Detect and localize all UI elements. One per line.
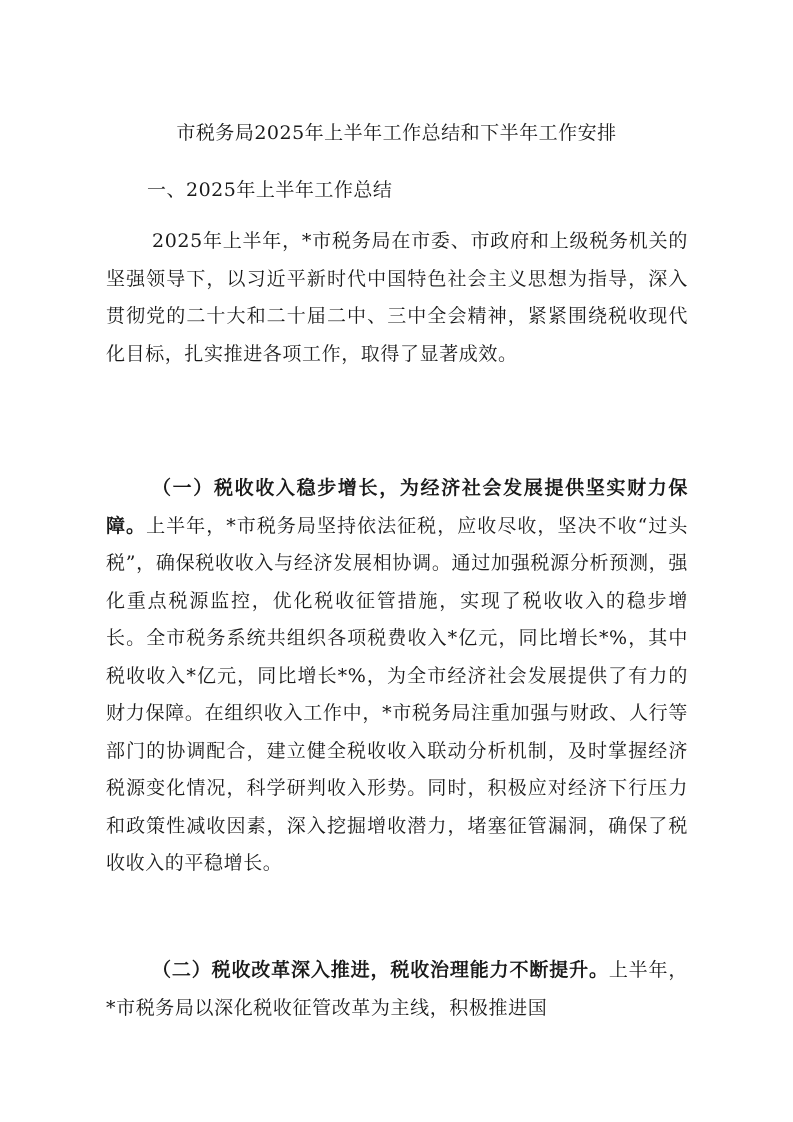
document-title: 市税务局2025年上半年工作总结和下半年工作安排 [176,122,617,144]
item-2-paragraph [106,952,688,1027]
item-1-heading: （一）税收收入稳步增长，为经济社会发展提供坚实财力保障。 [106,477,688,537]
section-heading: 一、2025年上半年工作总结 [147,179,393,201]
item-1-paragraph [106,470,688,883]
intro-paragraph-text: 2025年上半年，*市税务局在市委、市政府和上级税务机关的坚强领导下，以习近平新时代中国特色社会主义思想为指导，深入贯彻党的二十大和二十届二中、三中全会精神，紧紧围绕税收现代化目标，扎实推进各项工作，取得了显著成效。 [106,230,688,365]
item-1-body: 上半年，*市税务局坚持依法征税，应收尽收，坚决不收“过头税”，确保税收收入与经济发展相协调。通过加强税源分析预测，强化重点税源监控，优化税收征管措施，实现了税收收入的稳步增长。全市税务系统共组织各项税费收入*亿元，同比增长*%，其中税收收入*亿元，同比增长*%，为全市经济社会发展提供了有力的财力保障。在组织收入工作中，*市税务局注重加强与财政、人行等部门的协调配合，建立健全税收收入联动分析机制，及时掌握经济税源变化情况，科学研判收入形势。同时，积极应对经济下行压力和政策性减收因素，深入挖掘增收潜力，堵塞征管漏洞，确保了税收收入的平稳增长。 [106,514,689,874]
intro-paragraph [106,223,688,373]
item-2-body: 上半年，*市税务局以深化税收征管改革为主线，积极推进国 [106,959,688,1019]
item-2-heading: （二）税收改革深入推进，税收治理能力不断提升。 [152,959,609,981]
